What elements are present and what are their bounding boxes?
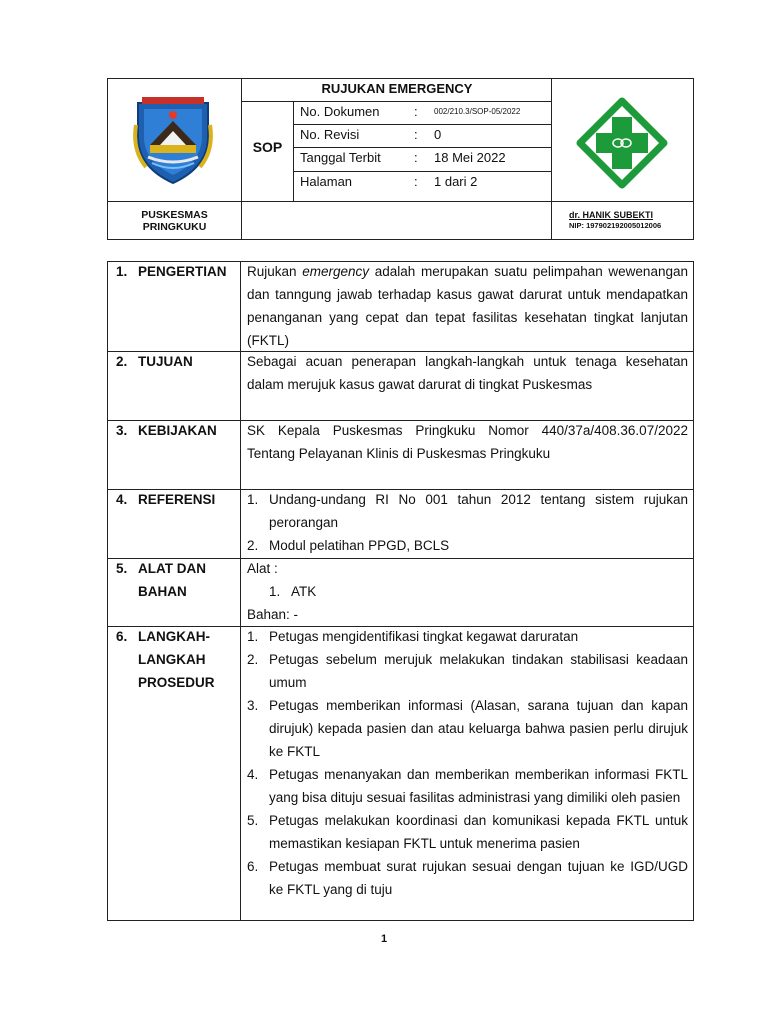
section-number: 6. <box>116 629 128 644</box>
list-item <box>247 694 688 763</box>
issue-date-sep: : <box>414 150 418 165</box>
list-item <box>247 809 688 855</box>
section-title: REFERENSI <box>138 492 216 507</box>
signer-name: dr. HANIK SUBEKTI <box>569 210 654 220</box>
list-item-text: Petugas memberikan informasi (Alasan, sarana tujuan dan kapan dirujuk) kepada pasien dan atau keluarga bahwa pasien perlu dirujuk ke FKTL <box>269 698 688 759</box>
section-number: 3. <box>116 423 128 438</box>
bahan-label: Bahan: - <box>247 607 299 622</box>
list-item-number: 3. <box>247 698 259 713</box>
organization-name-line1: PUSKESMAS <box>141 209 208 221</box>
sop-label: SOP <box>252 139 283 155</box>
section-title-line3: PROSEDUR <box>138 675 215 690</box>
list-item <box>247 534 688 557</box>
regency-emblem-logo <box>132 95 214 185</box>
list-item <box>247 625 688 648</box>
sop-header-table <box>107 78 694 240</box>
definition-text-start: Rujukan <box>247 264 303 279</box>
section-title: PENGERTIAN <box>138 264 227 279</box>
list-item-text: ATK <box>291 584 317 599</box>
section-label-pengertian <box>116 260 227 283</box>
section-title: KEBIJAKAN <box>138 423 217 438</box>
section-title: TUJUAN <box>138 354 193 369</box>
section-label-tujuan <box>116 350 193 373</box>
doc-number-value: 002/210.3/SOP-05/2022 <box>434 107 521 116</box>
list-item-number: 1. <box>247 492 259 507</box>
list-item-text: Undang-undang RI No 001 tahun 2012 tentang sistem rujukan perorangan <box>269 492 688 530</box>
issue-date-label: Tanggal Terbit <box>300 150 381 165</box>
list-item-text: Petugas sebelum merujuk melakukan tindakan stabilisasi keadaan umum <box>269 652 688 690</box>
list-item-number: 2. <box>247 652 259 667</box>
list-item-number: 4. <box>247 767 259 782</box>
section-title-line1: LANGKAH- <box>138 629 210 644</box>
section-label-referensi <box>116 488 215 511</box>
section-label-kebijakan <box>116 419 217 442</box>
signer-nip: NIP: 197902192005012006 <box>569 221 662 230</box>
alat-label: Alat : <box>247 561 278 576</box>
list-item <box>247 488 688 534</box>
document-title: RUJUKAN EMERGENCY <box>321 81 473 96</box>
issue-date-value: 18 Mei 2022 <box>434 150 506 165</box>
revision-value: 0 <box>434 127 442 142</box>
section-number: 5. <box>116 561 128 576</box>
section-number: 2. <box>116 354 128 369</box>
section-body-referensi <box>247 488 688 557</box>
section-body-tujuan: Sebagai acuan penerapan langkah-langkah untuk tenaga kesehatan dalam merujuk kasus gawat darurat di tingkat Puskesmas <box>247 354 688 392</box>
doc-number-label: No. Dokumen <box>300 104 380 119</box>
list-item-text: Petugas membuat surat rujukan sesuai dengan tujuan ke IGD/UGD ke FKTL yang di tuju <box>269 859 688 897</box>
list-item <box>247 855 688 901</box>
list-item <box>247 648 688 694</box>
section-label-prosedur <box>116 625 215 694</box>
section-number: 4. <box>116 492 128 507</box>
section-body-prosedur <box>247 625 688 901</box>
page-sep: : <box>414 174 418 189</box>
definition-emphasis: emergency <box>302 264 370 279</box>
list-item-text: Petugas melakukan koordinasi dan komunikasi kepada FKTL untuk memastikan kesiapan FKTL untuk menerima pasien <box>269 813 688 851</box>
puskesmas-logo <box>576 97 668 189</box>
revision-sep: : <box>414 127 418 142</box>
organization-name-line2: PRINGKUKU <box>142 221 207 233</box>
page-value: 1 dari 2 <box>434 174 478 189</box>
list-item-text: Petugas menanyakan dan memberikan memberikan informasi FKTL yang bisa dituju sesuai fasilitas administrasi yang dimiliki oleh pasien <box>269 767 688 805</box>
list-item-text: Petugas mengidentifikasi tingkat kegawat daruratan <box>269 629 579 644</box>
list-item-number: 6. <box>247 859 259 874</box>
section-label-alat-bahan <box>116 557 206 603</box>
page-label: Halaman <box>300 174 353 189</box>
list-item-number: 1. <box>269 584 281 599</box>
list-item <box>247 763 688 809</box>
section-title-line1: ALAT DAN <box>138 561 206 576</box>
section-title-line2: LANGKAH <box>138 652 206 667</box>
revision-label: No. Revisi <box>300 127 360 142</box>
section-title-line2: BAHAN <box>138 584 187 599</box>
list-item-number: 1. <box>247 629 259 644</box>
list-item-text: Modul pelatihan PPGD, BCLS <box>269 538 450 553</box>
sop-content-table <box>107 261 694 921</box>
section-body-pengertian <box>247 260 688 352</box>
page-number: 1 <box>380 933 388 945</box>
definition-text-end: adalah merupakan suatu pelimpahan wewenangan dan tanngung jawab terhadap kasus gawat darurat untuk mendapatkan penanganan yang cepat dan tepat fasilitas kesehatan tingkat lanjutan (FKTL) <box>247 264 688 348</box>
list-item-number: 5. <box>247 813 259 828</box>
list-item-number: 2. <box>247 538 259 553</box>
list-item <box>269 580 688 603</box>
section-number: 1. <box>116 264 128 279</box>
section-body-alat-bahan <box>247 557 688 626</box>
section-body-kebijakan: SK Kepala Puskesmas Pringkuku Nomor 440/37a/408.36.07/2022 Tentang Pelayanan Klinis di Puskesmas Pringkuku <box>247 423 688 461</box>
doc-number-sep: : <box>414 104 418 119</box>
